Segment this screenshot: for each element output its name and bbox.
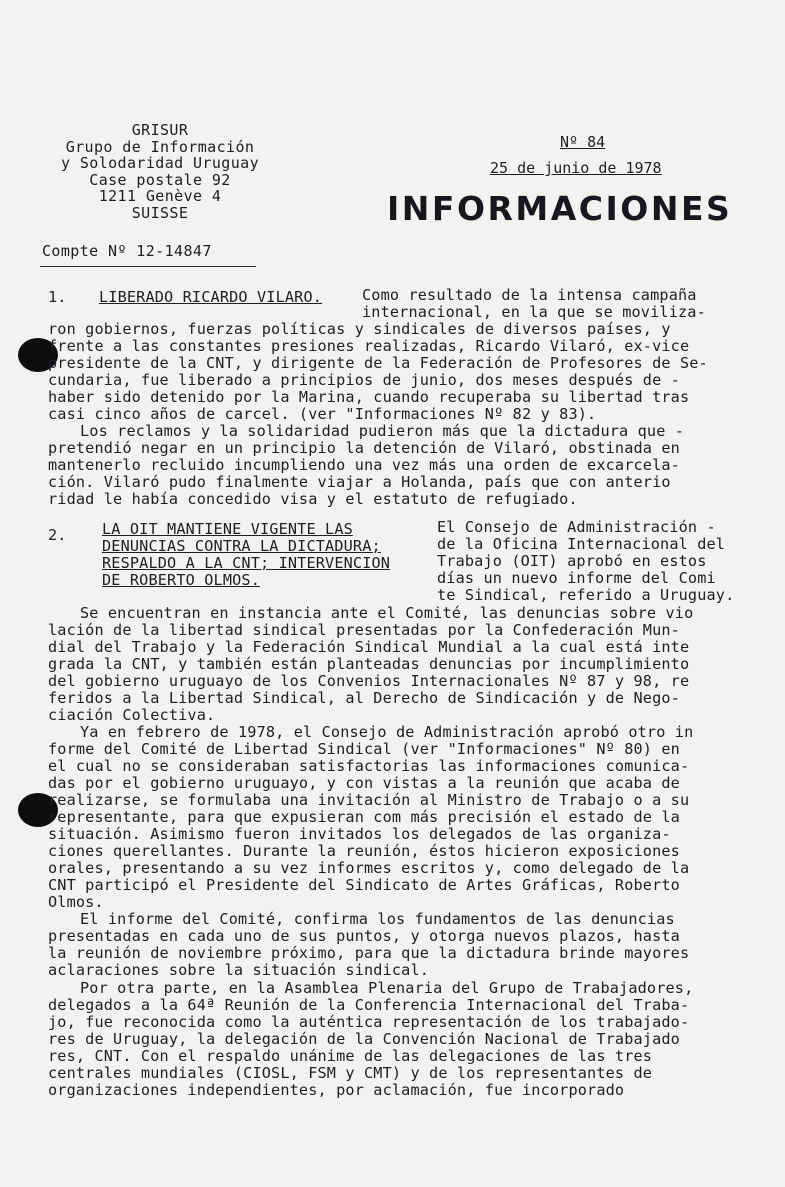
side-line: Trabajo (OIT) aprobó en estos [437,552,707,570]
body-line: ciones querellantes. Durante la reunión, éstos hicieron exposiciones [48,842,680,860]
section-heading: LIBERADO RICARDO VILARO. [99,288,323,306]
org-line: y Solodaridad Uruguay [60,154,260,172]
side-line: de la Oficina Internacional del [437,535,726,553]
body-line: presentadas en cada uno de sus puntos, y otorga nuevos plazos, hasta [48,927,680,945]
body-line: El informe del Comité, confirma los fundamentos de las denuncias [80,910,675,928]
org-line: GRISUR [131,121,189,139]
body-line: jo, fue reconocida como la auténtica representación de los trabajado- [48,1013,690,1031]
page-title: INFORMACIONES [387,189,733,228]
side-line: El Consejo de Administración - [437,518,716,536]
body-line: internacional, en la que se moviliza- [362,303,706,321]
body-line: organizaciones independientes, por aclamación, fue incorporado [48,1081,625,1099]
body-line: ron gobiernos, fuerzas políticas y sindicales de diversos países, y [48,320,671,338]
sender-address [40,122,280,221]
side-line: días un nuevo informe del Comi [437,569,716,587]
section-number: 1. [48,288,67,306]
body-line: Como resultado de la intensa campaña [362,286,697,304]
body-line: centrales mundiales (CIOSL, FSM y CMT) y de los representantes de [48,1064,653,1082]
body-line: del gobierno uruguayo de los Convenios Internacionales Nº 87 y 98, re [48,672,690,690]
body-line: feridos a la Libertad Sindical, al Derecho de Sindicación y de Nego- [48,689,680,707]
section-heading-line: DENUNCIAS CONTRA LA DICTADURA; [102,537,381,555]
body-line: cundaria, fue liberado a principios de junio, dos meses después de - [48,371,680,389]
section-heading-line: LA OIT MANTIENE VIGENTE LAS [102,520,353,538]
org-line: Case postale 92 [89,170,231,189]
body-line: Olmos. [48,893,104,911]
body-line: das por el gobierno uruguayo, y con vistas a la reunión que acaba de [48,774,680,792]
body-line: orales, presentando a su vez informes escritos y, como delegado de la [48,859,690,877]
body-line: realizarse, se formulaba una invitación al Ministro de Trabajo o a su [48,791,690,809]
side-line: te Sindical, referido a Uruguay. [437,586,735,604]
body-line: res de Uruguay, la delegación de la Convención Nacional de Trabajado [48,1030,680,1048]
section-heading-line: DE ROBERTO OLMOS. [102,571,260,589]
body-line: Los reclamos y la solidaridad pudieron más que la dictadura que - [80,422,685,440]
body-line: presidente de la CNT, y dirigente de la Federación de Profesores de Se- [48,354,708,372]
section-number: 2. [48,526,67,544]
body-line: forme del Comité de Libertad Sindical (ver "Informaciones" Nº 80) en [48,740,680,758]
body-line: aclaraciones sobre la situación sindical. [48,961,430,979]
body-line: ridad le había concedido visa y el estatuto de refugiado. [48,490,578,508]
body-line: delegados a la 64ª Reunión de la Conferencia Internacional del Traba- [48,996,690,1014]
body-line: ciación Colectiva. [48,706,216,724]
issue-number: Nº 84 [560,133,606,151]
body-line: grada la CNT, y también están planteadas denuncias por incumplimiento [48,655,690,673]
body-line: ción. Vilaró pudo finalmente viajar a Holanda, país que con anterio [48,473,671,491]
body-line: Se encuentran en instancia ante el Comité, las denuncias sobre vio [80,604,694,622]
section-heading-line: RESPALDO A LA CNT; INTERVENCION [102,554,391,572]
issue-date: 25 de junio de 1978 [490,159,662,177]
body-line: Por otra parte, en la Asamblea Plenaria del Grupo de Trabajadores, [80,979,694,997]
org-line: 1211 Genève 4 [98,187,222,205]
body-line: mantenerlo recluido incumpliendo una vez más una orden de excarcela- [48,456,680,474]
body-line: CNT participó el Presidente del Sindicato de Artes Gráficas, Roberto [48,876,680,894]
org-line: Grupo de Información [65,137,255,156]
body-line: la reunión de noviembre próximo, para que la dictadura brinde mayores [48,944,690,962]
account-number: Compte Nº 12-14847 [42,242,212,260]
body-line: lación de la libertad sindical presentadas por la Confederación Mun- [48,621,680,639]
body-line: representante, para que expusieran com más precisión el estado de la [48,808,680,826]
body-line: Ya en febrero de 1978, el Consejo de Administración aprobó otro in [80,723,694,741]
body-line: casi cinco años de carcel. (ver "Informaciones Nº 82 y 83). [48,405,597,423]
body-line: haber sido detenido por la Marina, cuando recuperaba su libertad tras [48,388,690,406]
body-line: el cual no se consideraban satisfactorias las informaciones comunica- [48,757,690,775]
body-line: frente a las constantes presiones realizadas, Ricardo Vilaró, ex-vice [48,337,690,355]
org-line: SUISSE [131,203,189,222]
body-line: res, CNT. Con el respaldo unánime de las delegaciones de las tres [48,1047,653,1065]
body-line: dial del Trabajo y la Federación Sindical Mundial a la cual está inte [48,638,690,656]
body-line: situación. Asimismo fueron invitados los delegados de las organiza- [48,825,671,843]
header-divider [40,266,256,267]
body-line: pretendió negar en un principio la detención de Vilaró, obstinada en [48,439,680,457]
